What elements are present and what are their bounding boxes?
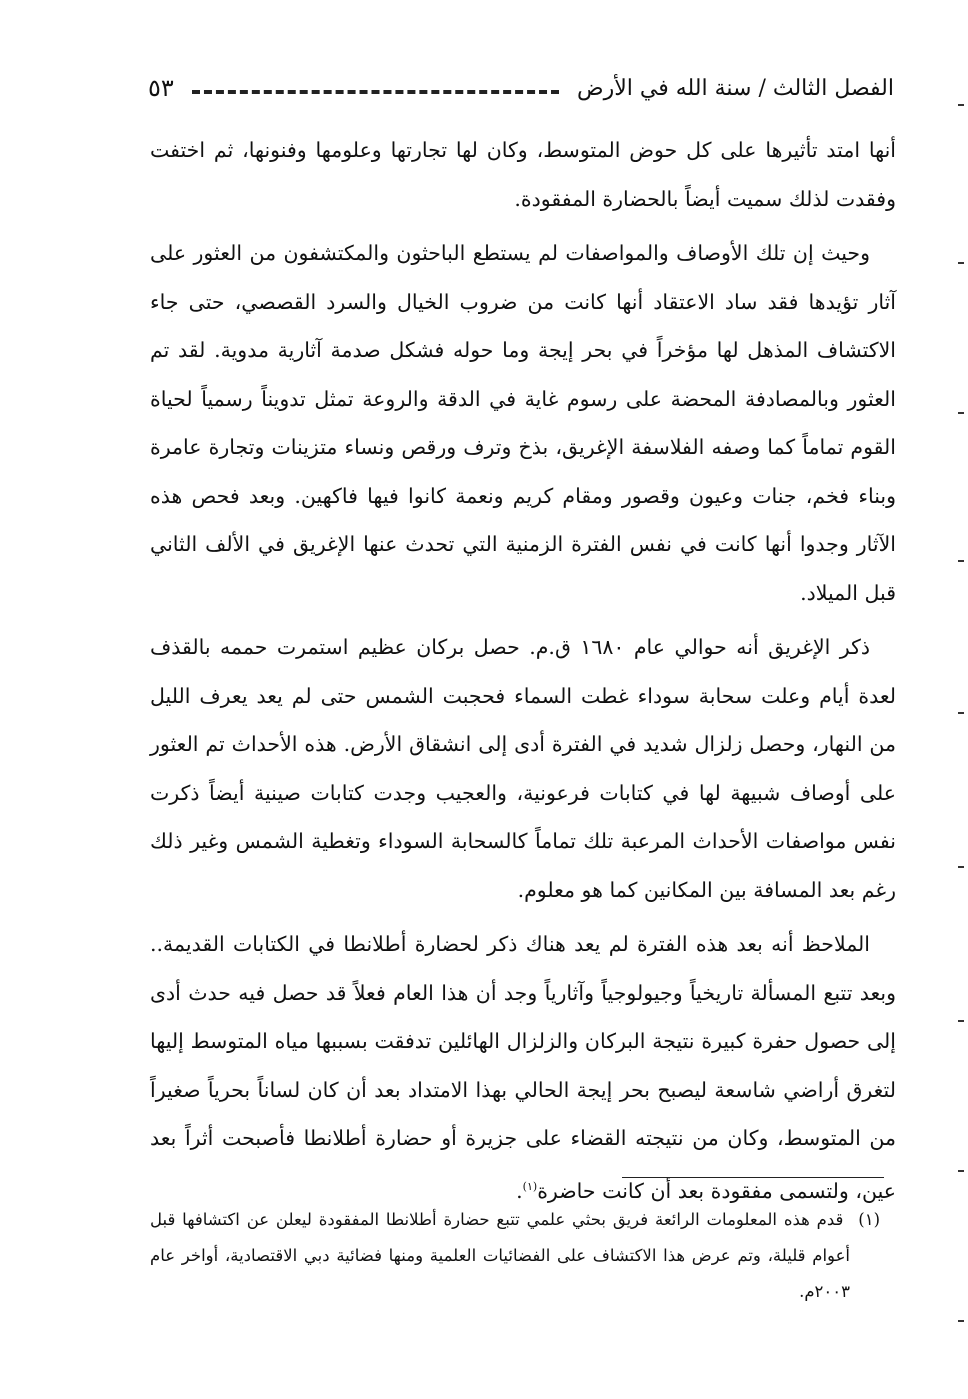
scan-margin-mark xyxy=(958,560,964,562)
footnote-text: قدم هذه المعلومات الرائعة فريق بحثي علمي تتبع حضارة أطلانطا المفقودة ليعلن عن اكتشافها قبل أعوام قليلة، وتم عرض هذا الاكتشاف على الفضائيات العلمية ومنها فضائية دبي الاقتصادية، أواخر عام ٢٠٠٣م. xyxy=(150,1210,850,1301)
footnotes xyxy=(150,1202,880,1310)
paragraph-1: أنها امتد تأثيرها على كل حوض المتوسط، وكان لها تجارتها وعلومها وفنونها، ثم اختفت وفقدت لذلك سميت أيضاً بالحضارة المفقودة. xyxy=(150,138,896,211)
main-text xyxy=(150,126,896,1215)
scan-margin-mark xyxy=(958,1320,964,1322)
scan-margin-mark xyxy=(958,866,964,868)
scan-margin-mark xyxy=(958,1170,964,1172)
paragraph-3: ذكر الإغريق أنه حوالي عام ١٦٨٠ ق.م. حصل بركان عظيم استمرت حممه بالقذف لعدة أيام وعلت سحابة سوداء غطت السماء فحجبت الشمس حتى لم يعد يعرف الليل من النهار، وحصل زلزال شديد في الفترة أدى إلى انشقاق الأرض. هذه الأحداث تم العثور على أوصاف شبيهة لها في كتابات فرعونية، والعجيب وجدت كتابات صينية أيضاً ذكرت نفس مواصفات الأحداث المرعبة تلك تماماً كالسحابة السوداء وتغطية الشمس وغير ذلك رغم بعد المسافة بين المكانين كما هو معلوم. xyxy=(150,635,896,902)
scan-margin-mark xyxy=(958,412,964,414)
paragraph-4 xyxy=(150,920,896,1215)
scan-margin-mark xyxy=(958,262,964,264)
scan-margin-mark xyxy=(958,712,964,714)
footnote-1 xyxy=(150,1202,880,1310)
running-header xyxy=(148,66,894,110)
scan-margin-mark xyxy=(958,1020,964,1022)
paragraph-4-end: . xyxy=(516,1178,523,1203)
footnote-marker: (١) xyxy=(858,1210,880,1229)
header-dotted-leader xyxy=(192,90,559,94)
scan-margin-mark xyxy=(958,104,964,106)
chapter-title: الفصل الثالث / سنة الله في الأرض xyxy=(576,75,894,101)
page-number: ٥٣ xyxy=(148,74,174,102)
paragraph-2: وحيث إن تلك الأوصاف والمواصفات لم يستطع الباحثون والمكتشفون من العثور على آثار تؤيدها فقد ساد الاعتقاد أنها كانت من ضروب الخيال والسرد القصصي، حتى جاء الاكتشاف المذهل لها مؤخراً في بحر إيجة وما حوله فشكل صدمة آثارية مدوية. لقد تم العثور وبالمصادفة المحضة على رسوم غاية في الدقة والروعة تمثل تدويناً رسمياً لحياة القوم تماماً كما وصفه الفلاسفة الإغريق، بذخ وترف ورقص ونساء متزينات وتجارة عامرة وبناء فخم، جنات وعيون وقصور ومقام كريم ونعمة كانوا فيها فاكهين. وبعد فحص هذه الآثار وجدوا أنها كانت في نفس الفترة الزمنية التي تحدث عنها الإغريق في الألف الثاني قبل الميلاد. xyxy=(150,241,896,605)
footnote-separator xyxy=(622,1177,884,1178)
paragraph-4-text: الملاحظ أنه بعد هذه الفترة لم يعد هناك ذكر لحضارة أطلانطا في الكتابات القديمة.. وبعد تتبع المسألة تاريخياً وجيولوجياً وآثارياً وجد أن هذا العام فعلاً قد حصل فيه حدث أدى إلى حصول حفرة كبيرة نتيجة البركان والزلزال الهائلين تدفقت بسببها مياه المتوسط إليها لتغرق أراضي شاسعة ليصبح بحر إيجة الحالي بهذا الامتداد بعد أن كان لساناً بحرياً صغيراً من المتوسط، وكان من نتيجته القضاء على جزيرة أو حضارة أطلانطا فأصبحت أثراً بعد عين، ولتسمى مفقودة بعد أن كانت حاضرة xyxy=(150,932,896,1203)
footnote-reference[interactable]: (١) xyxy=(522,1179,538,1193)
